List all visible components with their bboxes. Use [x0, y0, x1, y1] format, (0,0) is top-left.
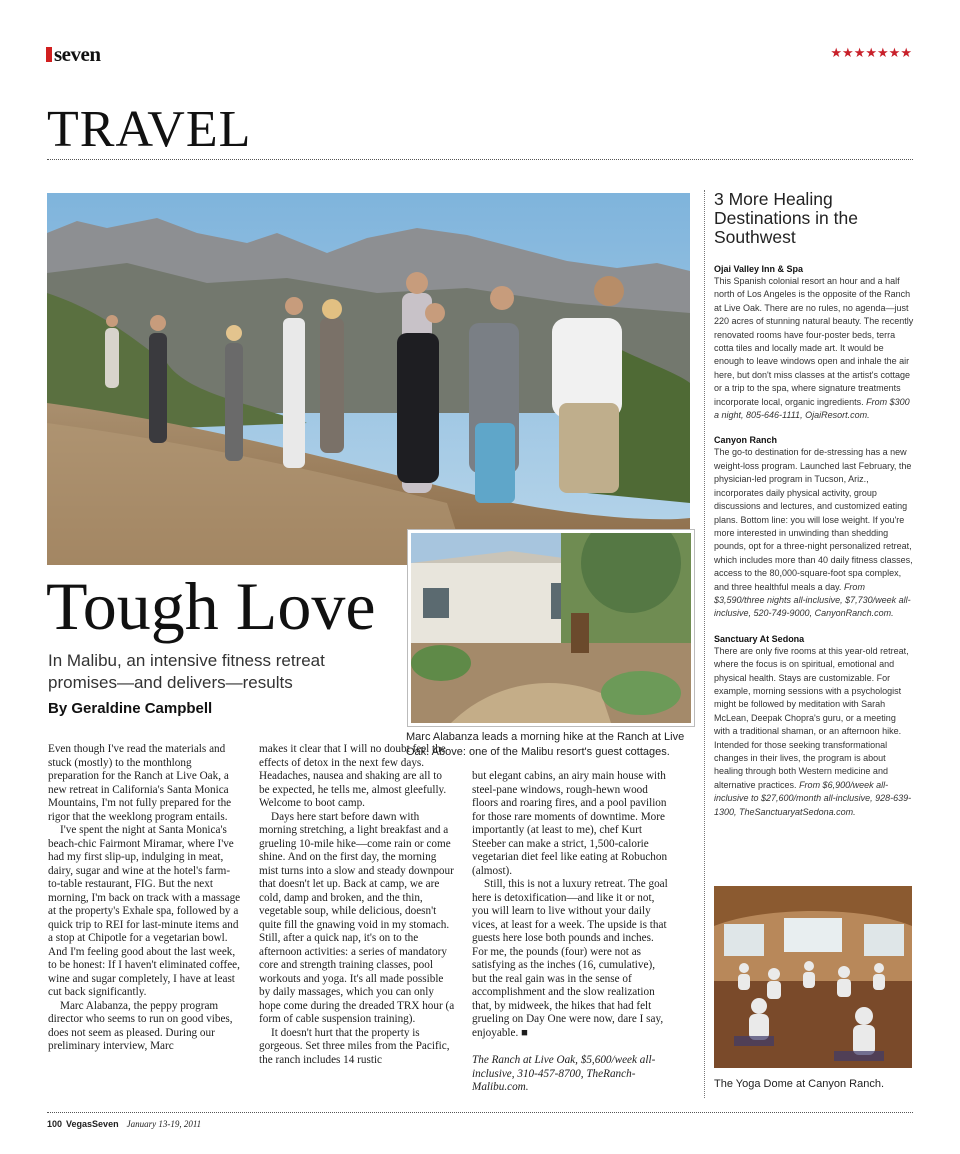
section-title: TRAVEL — [47, 101, 252, 158]
sidebar-divider — [704, 190, 705, 1098]
paragraph: Still, this is not a luxury retreat. The goal here is detoxification—and like it or not, you will learn to live without your daily vices, at least for a week. The upside is that guests here lose both pounds and inches. For me, the pounds (four) were not as satisfying as the inches (16, cumulative), but the real gain was in the sense of accomplishment and the slow realization that, by midweek, the hikes that had felt grueling on Day One were now, dare I say, enjoyable. ■ — [472, 878, 668, 1039]
page-footer — [47, 1119, 201, 1129]
yoga-dome-photo — [714, 886, 912, 1068]
resort-credit: The Ranch at Live Oak, $5,600/week all-inclusive, 310-457-8700, TheRanch-Malibu.com. — [472, 1054, 656, 1093]
photo-caption: Marc Alabanza leads a morning hike at the Ranch at Live Oak. Above: one of the Malibu resort's guest cottages. — [406, 731, 685, 758]
sidebar-item — [714, 633, 914, 819]
issue-date: January 13-19, 2011 — [126, 1119, 202, 1129]
paragraph: but elegant cabins, an airy main house with steel-pane windows, rough-hewn wood floors and roaring fires, and a pool pavilion for those rare moments of downtime. More importantly (at least to me), chef Kurt Steeber can make a strict, 1,500-calorie vegetarian diet feel like eating at Robuchon (almost). — [472, 770, 668, 877]
sidebar-item-body: There are only five rooms at this year-old retreat, where the focus is on spiritual, emotional and physical health. Stays are customizable. For example, morning sessions with a psychologist might be followed by meditation with Sarah McLean, Deepak Chopra's guru, or a meeting with a traditional shaman, or an afternoon hike. Intended for those seeking transformational changes in their lives, the program is about healing through both Western medicine and alternative practices. — [714, 645, 909, 790]
publication-name: VegasSeven — [66, 1119, 119, 1129]
byline: By Geraldine Campbell — [48, 700, 213, 717]
article-column-1 — [48, 743, 242, 1054]
headline: Tough Love — [46, 568, 376, 644]
magazine-logo: seven — [46, 42, 101, 67]
dek: In Malibu, an intensive fitness retreat promises—and delivers—results — [48, 651, 325, 692]
cottage-photo — [408, 530, 694, 726]
yoga-caption: The Yoga Dome at Canyon Ranch. — [714, 1078, 885, 1090]
page-number: 100 — [47, 1119, 63, 1129]
article-column-2 — [259, 743, 455, 1067]
paragraph: Even though I've read the materials and stuck (mostly) to the monthlong preparation for the Ranch at Live Oak, a new retreat in California's Santa Monica Mountains, I'm not fully prepared for the rigor that the weeklong program entails. — [48, 743, 232, 823]
sidebar-item-details: From $6,900/week all-inclusive to $27,600/month all-inclusive, 928-639-1300, TheSanctuaryatSedona.com. — [714, 779, 912, 817]
sidebar-item-name: Canyon Ranch — [714, 435, 778, 446]
article-column-3 — [472, 770, 672, 1095]
paragraph: Days here start before dawn with morning stretching, a light breakfast and a grueling 10-mile hike—come rain or come shine. And on the first day, the morning mist turns into a slow and steady downpour that doesn't let up. Back at camp, we are cold, damp and broken, and the thin, vegetable soup, while delicious, doesn't quite fill the gnawing void in my stomach. Still, after a quick nap, it's on to the afternoon activities: a series of mandatory core and strength training classes, pool workouts and yoga. It's all made possible by daily massages, which you can only hope come during the dreaded TRX hour (a form of cable suspension training). — [259, 810, 455, 1025]
sidebar-item-name: Ojai Valley Inn & Spa — [714, 264, 804, 274]
paragraph: Marc Alabanza, the peppy program director who seems to run on good vibes, does not seem as pleased. During our preliminary interview, Marc — [48, 999, 233, 1052]
paragraph: I've spent the night at Santa Monica's beach-chic Fairmont Miramar, where I've had my first slip-up, indulging in meat, dairy, sugar and wine at the hotel's farm-to-table restaurant, FIG. But the next morning, I'm back on track with a massage at the property's Exhale spa, followed by a quick trip to REI for last-minute items and a stop at Chipotle for a vegetarian bowl. And I'm feeling good about the last week, to be honest: If I haven't eliminated coffee, wine and sugar completely, I have at least cut back significantly. — [48, 824, 241, 998]
sidebar-item-name: Sanctuary At Sedona — [714, 633, 805, 644]
paragraph: makes it clear that I will no doubt feel the effects of detox in the next few days. Headaches, nausea and shaking are all to be expected, he tells me, almost gleefully. Welcome to boot camp. — [259, 743, 447, 809]
sidebar-item — [714, 434, 914, 620]
sidebar-item-details: From $300 a night, 805-646-1111, OjaiResort.com. — [714, 396, 910, 421]
hike-photo — [47, 193, 690, 565]
sidebar — [714, 190, 914, 819]
sidebar-item-body: The go-to destination for de-stressing has a new weight-loss program. Launched last February, the physician-led program in Tucson, Ariz., incorporates daily physical activity, group discussions and lectures, and customized eating plans. Bottom line: you will lose weight. If you're more interested in unwinding than shedding pounds, opt for a three-night personalized retreat, which includes more than 40 daily fitness classes, access to the 80,000-square-foot spa complex, and three healthful meals a day. — [714, 447, 913, 592]
rating-stars: ★★★★★★★ — [830, 46, 912, 61]
sidebar-item-details: From $3,590/three nights all-inclusive, $7,730/week all-inclusive, 520-749-9000, CanyonRanch.com. — [714, 581, 911, 619]
sidebar-item-body: This Spanish colonial resort an hour and a half north of Los Angeles is the opposite of the Ranch at Live Oak. There are no rules, no agenda—just 220 acres of stunning natural beauty. The recently renovated rooms have four-poster beds, terra cotta tiles and locally made art. It would be enough to leave windows open and inhale the air here, but don't miss classes at the artist's cottage or a trip to the spa, where signature treatments incorporate local, organic ingredients. — [714, 276, 914, 407]
footer-divider — [47, 1112, 913, 1113]
paragraph: It doesn't hurt that the property is gorgeous. Set three miles from the Pacific, the ranch includes 14 rustic — [259, 1026, 450, 1066]
section-divider — [47, 159, 913, 160]
sidebar-item — [714, 263, 914, 422]
sidebar-title: 3 More Healing Destinations in the Southwest — [714, 189, 858, 247]
